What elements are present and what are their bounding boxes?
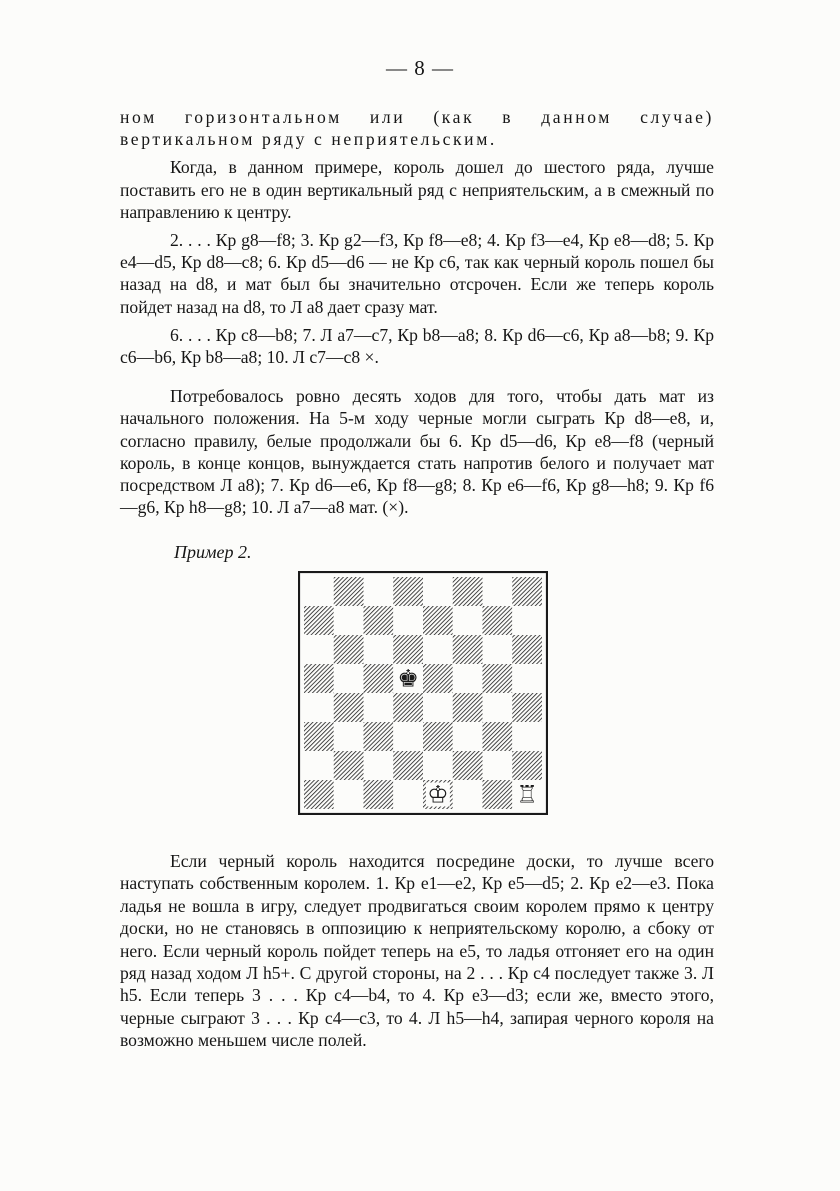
- board-square-f2: [453, 751, 483, 780]
- board-square-a6: [304, 635, 334, 664]
- board-square-c1: [364, 780, 394, 809]
- board-square-c3: [364, 722, 394, 751]
- white-rook-h1: ♖: [516, 780, 538, 809]
- board-square-f3: [453, 722, 483, 751]
- board-square-b3: [334, 722, 364, 751]
- paragraph-moves-2: 6. . . . Кр c8—b8; 7. Л a7—c7, Кр b8—a8; 8. Кр d6—c6, Кр a8—b8; 9. Кр c6—b6, Кр b8—a8; 10. Л c7—c8 ×.: [120, 324, 714, 368]
- board-square-h7: [512, 606, 542, 635]
- board-square-b4: [334, 693, 364, 722]
- black-king-d5: ♚: [397, 664, 419, 693]
- board-square-f6: [453, 635, 483, 664]
- board-square-d7: [393, 606, 423, 635]
- board-square-b7: [334, 606, 364, 635]
- board-square-g6: [483, 635, 513, 664]
- board-square-e4: [423, 693, 453, 722]
- board-square-h4: [512, 693, 542, 722]
- board-square-c7: [364, 606, 394, 635]
- board-square-a2: [304, 751, 334, 780]
- board-square-d1: [393, 780, 423, 809]
- page-number: — 8 —: [386, 56, 454, 80]
- board-square-a1: [304, 780, 334, 809]
- paragraph-continued: ном горизонтальном или (как в данном случае) вертикальном ряду с неприятельским.: [120, 107, 714, 150]
- board-square-f7: [453, 606, 483, 635]
- board-square-a8: [304, 577, 334, 606]
- board-square-d6: [393, 635, 423, 664]
- board-square-a4: [304, 693, 334, 722]
- chess-diagram: [298, 571, 548, 820]
- board-square-b8: [334, 577, 364, 606]
- board-square-c5: [364, 664, 394, 693]
- board-square-e3: [423, 722, 453, 751]
- board-square-d2: [393, 751, 423, 780]
- board-square-e7: [423, 606, 453, 635]
- board-square-g3: [483, 722, 513, 751]
- board-square-d4: [393, 693, 423, 722]
- board-square-e6: [423, 635, 453, 664]
- board-square-g2: [483, 751, 513, 780]
- board-square-h3: [512, 722, 542, 751]
- board-square-c6: [364, 635, 394, 664]
- board-square-a5: [304, 664, 334, 693]
- paragraph-center-king: Если черный король находится посредине доски, то лучше всего наступать собственным королем. 1. Кр e1—e2, Кр e5—d5; 2. Кр e2—e3. Пока ладья не вошла в игру, следует продвигаться своим королем прямо к центру доски, но не становясь в оппозицию к неприятельскому королю, а сбоку от него. Если черный король пойдет теперь на e5, то ладья отгоняет его на один ряд назад ходом Л h5+. С другой стороны, на 2 . . . Кр c4 последует также 3. Л h5. Если теперь 3 . . . Кр c4—b4, то 4. Кр e3—d3; если же, вместо этого, черные сыграют 3 . . . Кр c4—c3, то 4. Л h5—h4, запирая черного короля на возможно меньшем числе полей.: [120, 851, 714, 1051]
- board-square-e8: [423, 577, 453, 606]
- board-square-a3: [304, 722, 334, 751]
- board-square-b2: [334, 751, 364, 780]
- board-square-f8: [453, 577, 483, 606]
- board-square-c8: [364, 577, 394, 606]
- bottom-text-block: [120, 850, 714, 1058]
- board-square-b1: [334, 780, 364, 809]
- board-square-g1: [483, 780, 513, 809]
- board-square-d3: [393, 722, 423, 751]
- chessboard: [298, 571, 548, 815]
- board-square-c2: [364, 751, 394, 780]
- example-label: Пример 2.: [174, 542, 252, 562]
- paragraph-summary: Потребовалось ровно десять ходов для того, чтобы дать мат из начального положения. На 5-м ходу черные могли сыграть Кр d8—e8, и, согласно правилу, белые продолжали бы 6. Кр d5—d6, Кр e8—f8 (черный король, в конце концов, вынуждается стать напротив белого и получает мат посредством Л a8); 7. Кр d6—e6, Кр f8—g8; 8. Кр e6—f6, Кр g8—h8; 9. Кр f6—g6, Кр h8—g8; 10. Л a7—a8 мат. (×).: [120, 386, 714, 518]
- board-square-d8: [393, 577, 423, 606]
- board-square-h6: [512, 635, 542, 664]
- board-square-b6: [334, 635, 364, 664]
- board-square-g5: [483, 664, 513, 693]
- top-text-block: [120, 106, 714, 524]
- board-square-c4: [364, 693, 394, 722]
- board-square-f4: [453, 693, 483, 722]
- white-king-e1: ♔: [427, 780, 449, 809]
- paragraph-moves-1: 2. . . . Кр g8—f8; 3. Кр g2—f3, Кр f8—e8; 4. Кр f3—e4, Кр e8—d8; 5. Кр e4—d5, Кр d8—c8; 6. Кр d5—d6 — не Кр c6, так как черный король пошел бы назад на d8, и мат был бы значительно отсрочен. Если же теперь король пойдет назад на d8, то Л a8 дает сразу мат.: [120, 230, 714, 317]
- board-square-g4: [483, 693, 513, 722]
- board-square-h5: [512, 664, 542, 693]
- paragraph-advice: Когда, в данном примере, король дошел до шестого ряда, лучше поставить его не в один вертикальный ряд с неприятельским, а в смежный по направлению к центру.: [120, 157, 714, 222]
- board-square-b5: [334, 664, 364, 693]
- board-square-a7: [304, 606, 334, 635]
- board-square-g7: [483, 606, 513, 635]
- board-square-e5: [423, 664, 453, 693]
- board-square-h8: [512, 577, 542, 606]
- board-square-e2: [423, 751, 453, 780]
- board-square-f1: [453, 780, 483, 809]
- board-square-h2: [512, 751, 542, 780]
- board-square-g8: [483, 577, 513, 606]
- board-square-f5: [453, 664, 483, 693]
